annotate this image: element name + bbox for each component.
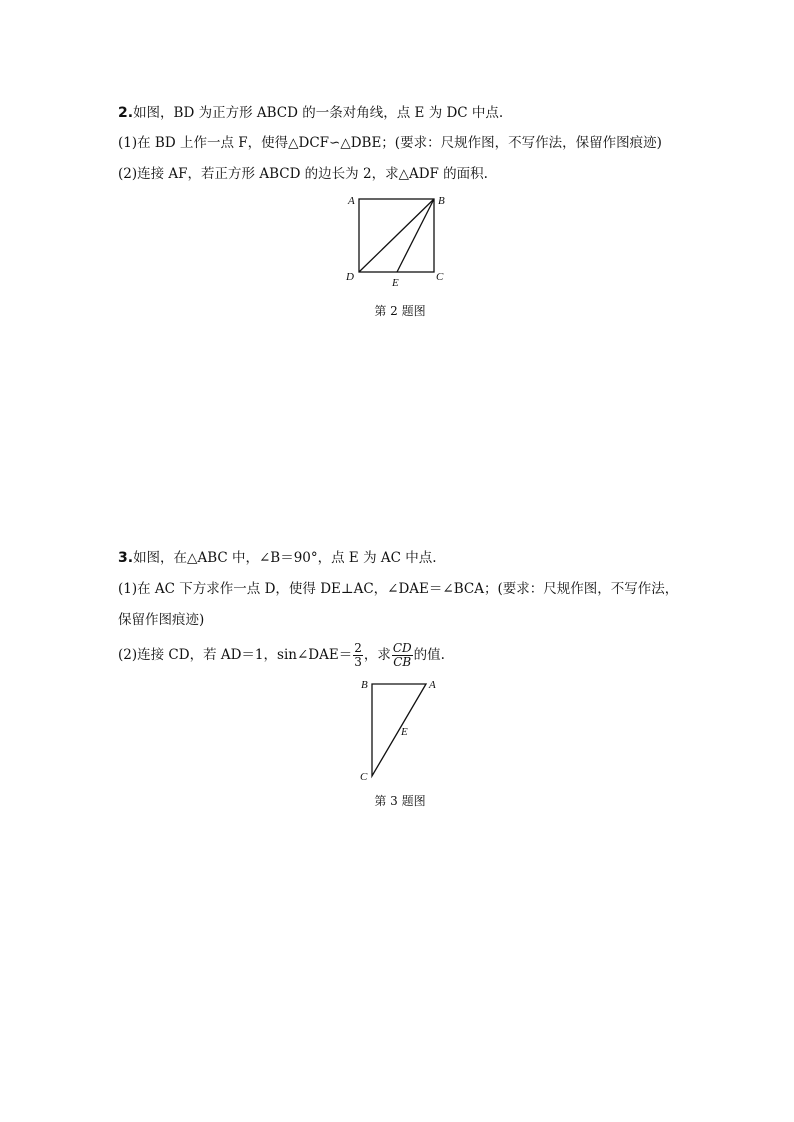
problem-3-part-2-prefix: (2)连接 CD，若 AD＝1，sin∠DAE＝ bbox=[118, 647, 353, 663]
problem-3-figure bbox=[355, 674, 445, 786]
label-d: D bbox=[346, 271, 354, 283]
problem-2-caption: 第 2 题图 bbox=[374, 304, 426, 318]
problem-3-part-2-mid: ，求 bbox=[363, 647, 391, 663]
label-c: C bbox=[436, 271, 444, 283]
diagonal-bd bbox=[359, 199, 434, 272]
problem-2-number: 2. bbox=[118, 105, 134, 121]
problem-3-part-2-suffix: 的值. bbox=[413, 647, 445, 663]
label-a: A bbox=[348, 195, 355, 207]
problem-2-part-2: (2)连接 AF，若正方形 ABCD 的边长为 2，求△ADF 的面积. bbox=[118, 166, 488, 182]
fraction-2-denominator: CB bbox=[393, 655, 412, 669]
segment-be bbox=[397, 199, 434, 272]
label-a: A bbox=[429, 679, 436, 691]
problem-3-number: 3. bbox=[118, 550, 134, 566]
fraction-cd-over-cb bbox=[392, 642, 413, 669]
problem-3-stem: 如图，在△ABC 中，∠B＝90°，点 E 为 AC 中点. bbox=[133, 550, 437, 566]
label-e: E bbox=[392, 277, 399, 289]
problem-2-stem: 如图，BD 为正方形 ABCD 的一条对角线，点 E 为 DC 中点. bbox=[133, 105, 504, 121]
fraction-1-denominator: 3 bbox=[354, 655, 362, 669]
fraction-1-numerator: 2 bbox=[354, 641, 362, 655]
problem-3-part-1-line-1: (1)在 AC 下方求作一点 D，使得 DE⊥AC，∠DAE＝∠BCA；(要求：尺规作图，不写作法， bbox=[118, 581, 679, 597]
triangle-abc bbox=[372, 684, 426, 776]
label-b: B bbox=[438, 195, 445, 207]
problem-2-figure bbox=[340, 192, 460, 292]
problem-2-part-1: (1)在 BD 上作一点 F，使得△DCF∽△DBE；(要求：尺规作图，不写作法，保留作图痕迹) bbox=[118, 135, 662, 151]
fraction-2-numerator: CD bbox=[392, 641, 412, 655]
fraction-two-thirds bbox=[353, 642, 363, 669]
problem-3-stem-line bbox=[118, 549, 437, 567]
problem-2-stem-line bbox=[118, 104, 503, 122]
problem-3-part-2 bbox=[118, 638, 445, 672]
label-b: B bbox=[361, 679, 368, 691]
problem-3-caption: 第 3 题图 bbox=[374, 794, 426, 808]
label-c: C bbox=[360, 771, 368, 783]
label-e: E bbox=[401, 726, 408, 738]
problem-3-part-1-line-2: 保留作图痕迹) bbox=[118, 612, 205, 628]
